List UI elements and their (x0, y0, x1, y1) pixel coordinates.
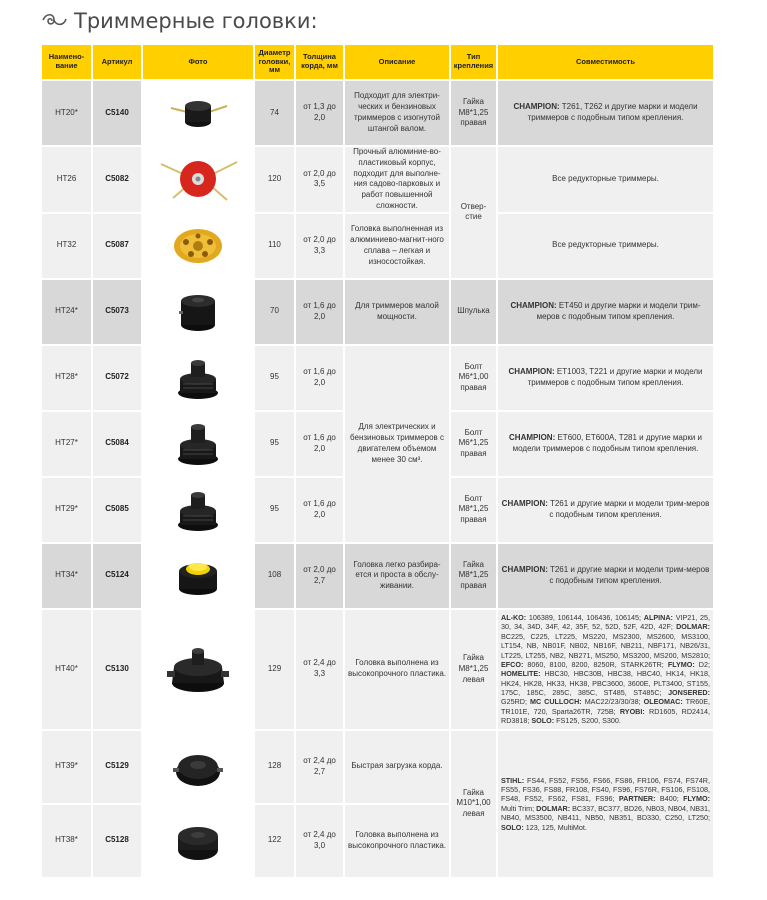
header-article: Артикул (93, 45, 141, 79)
product-name: HT38* (42, 805, 91, 877)
header-mount: Тип крепления (451, 45, 496, 79)
product-name: HT40* (42, 610, 91, 729)
product-description: Головка выполнена из высокопрочного пластика. (345, 610, 449, 729)
compat-brand: STIHL: (501, 775, 525, 785)
product-mount: Гайка M10*1,00 левая (451, 731, 496, 877)
product-mount: Болт M6*1,25 правая (451, 412, 496, 476)
header-photo: Фото (143, 45, 253, 79)
product-mount: Гайка M8*1,25 левая (451, 610, 496, 729)
product-thickness: от 1,6 до 2,0 (296, 478, 343, 542)
product-thickness: от 2,4 до 2,7 (296, 731, 343, 803)
product-diameter: 128 (255, 731, 294, 803)
compat-text: MAC22/23/30/38; (581, 697, 644, 707)
compat-text: 106389, 106144, 106436, 106145; (526, 613, 644, 623)
product-mount: Гайка M8*1,25 правая (451, 544, 496, 608)
table-row (42, 346, 713, 410)
product-photo (143, 214, 253, 278)
compat-text: D2; (694, 659, 710, 669)
compat-text: T261 и другие марки и модели трим-меров с подобным типом крепления. (549, 564, 710, 585)
compat-brand: DOLMAR: (536, 803, 571, 813)
compat-text: 123, 125, MultiMot. (523, 822, 587, 832)
product-photo (143, 280, 253, 344)
compat-brand: FLYMO: (683, 794, 710, 804)
compat-brand: JONSERED: (668, 688, 710, 697)
trimmer-head-ribbed-icon (153, 417, 243, 471)
product-compat (498, 280, 713, 344)
product-diameter: 129 (255, 610, 294, 729)
page-title: Триммерные головки: (74, 9, 318, 33)
compat-brand: PARTNER: (618, 794, 656, 804)
product-photo (143, 147, 253, 212)
compat-text: G25RD; (501, 697, 530, 707)
product-photo (143, 346, 253, 410)
product-name: HT26 (42, 147, 91, 212)
compat-brand: CHAMPION: (509, 432, 556, 442)
compat-text: HBC30, HBC30B, HBC38, HBC40, HK14, HK18, HK24, HK28, HK33, HK38, PBC3600, 3600E, PLT3400, ST155, 175C, 185C, 285C, 385C, ST485, ST485C; (501, 669, 710, 697)
product-diameter: 108 (255, 544, 294, 608)
trimmer-head-round-icon (153, 740, 243, 794)
compat-text: BC225, C225, LT225, MS220, MS2300, MS2600, MS3100, LT154, NB, NB01F, NB02, NB16F, NB211, NBF171, NB26/31, LT225, LT255, NB2, NB271, MS250, MS3200, MS200, MS2810; (501, 631, 710, 660)
compat-brand: EFCO: (501, 659, 524, 669)
product-description: Для электрических и бензиновых триммеров с двигателем объемом менее 30 см³. (345, 346, 449, 542)
compat-text: VIP21, 25, 30, 34, 34D, 34F, 42, 35F, 52, 52D, 52F, 42D, 42F; (501, 613, 711, 632)
compat-brand: SOLO: (531, 716, 555, 726)
header-diameter: Диаметр головки, мм (255, 45, 294, 79)
product-photo (143, 610, 253, 729)
compat-text: T261 и другие марки и модели трим-меров с подобным типом крепления. (549, 498, 710, 519)
product-article: C5129 (93, 731, 141, 803)
trimmer-head-large-icon (153, 637, 243, 701)
compat-text: ET600, ET600A, T281 и другие марки и модели триммеров с подобным типом крепления. (512, 432, 702, 453)
table-row (42, 610, 713, 729)
product-compat (498, 412, 713, 476)
compat-brand: SOLO: (501, 822, 524, 832)
compat-text: Все редукторные триммеры. (552, 173, 659, 183)
product-name: HT27* (42, 412, 91, 476)
compat-text: Multi Trim; (501, 803, 537, 813)
product-description: Быстрая загрузка корда. (345, 731, 449, 803)
product-article: C5072 (93, 346, 141, 410)
table-row (42, 147, 713, 212)
product-article: C5082 (93, 147, 141, 212)
product-compat (498, 346, 713, 410)
product-photo (143, 412, 253, 476)
trimmer-head-red-icon (153, 152, 243, 206)
product-diameter: 95 (255, 346, 294, 410)
product-article: C5085 (93, 478, 141, 542)
compat-brand: HOMELITE: (501, 669, 541, 679)
trimmer-head-small-icon (153, 88, 243, 138)
page-title-row (40, 6, 318, 36)
product-article: C5140 (93, 81, 141, 145)
compat-brand: CHAMPION: (501, 498, 548, 508)
product-description: Подходит для электри-ческих и бензиновых триммеров с изогнутой штангой валом. (345, 81, 449, 145)
product-article: C5130 (93, 610, 141, 729)
product-compat (498, 214, 713, 278)
product-thickness: от 2,0 до 3,5 (296, 147, 343, 212)
product-article: C5073 (93, 280, 141, 344)
product-article: C5128 (93, 805, 141, 877)
header-name: Наимено-вание (42, 45, 91, 79)
product-photo (143, 731, 253, 803)
product-description: Головка выполнена из высокопрочного пластика. (345, 805, 449, 877)
compat-text: 8060, 8100, 8200, 8250R, STARK26TR; (523, 659, 668, 669)
product-diameter: 74 (255, 81, 294, 145)
product-thickness: от 1,6 до 2,0 (296, 280, 343, 344)
table-row (42, 81, 713, 145)
compat-brand: CHAMPION: (508, 366, 555, 376)
product-compat (498, 544, 713, 608)
product-name: HT20* (42, 81, 91, 145)
product-thickness: от 2,0 до 3,3 (296, 214, 343, 278)
compat-text: Все редукторные триммеры. (552, 240, 659, 250)
product-table (40, 43, 715, 879)
product-name: HT39* (42, 731, 91, 803)
header-thickness: Толщина корда, мм (296, 45, 343, 79)
table-row (42, 544, 713, 608)
compat-brand: MC CULLOCH: (529, 697, 582, 707)
compat-brand: CHAMPION: (501, 564, 548, 574)
product-thickness: от 2,4 до 3,3 (296, 610, 343, 729)
trimmer-head-gold-icon (153, 221, 243, 271)
compat-text: T261, T262 и другие марки и модели триммеров с подобным типом крепления. (527, 102, 698, 122)
product-description: Головка выполненная из алюминиево-магнит-ного сплава – легкая и износостойкая. (345, 214, 449, 278)
product-name: HT32 (42, 214, 91, 278)
compat-brand: AL-KO: (501, 613, 527, 623)
product-mount: Гайка M8*1,25 правая (451, 81, 496, 145)
product-thickness: от 1,6 до 2,0 (296, 346, 343, 410)
product-name: HT28* (42, 346, 91, 410)
product-mount: Шпулька (451, 280, 496, 344)
table-row (42, 280, 713, 344)
compat-text: BC337, BC377, BD26, NB03, NB04, NB31, NB40, MS3500, NB411, NB50, NB351, BD330, C250, LT250; (501, 803, 710, 823)
product-mount: Болт M8*1,25 правая (451, 478, 496, 542)
product-diameter: 95 (255, 412, 294, 476)
product-description: Прочный алюминие-во-пластиковый корпус, подходит для выполне-ния садово-парковых и работ повышенной сложности. (345, 147, 449, 212)
compat-brand: OLEOMAC: (643, 697, 683, 707)
product-diameter: 95 (255, 478, 294, 542)
table-row (42, 214, 713, 278)
product-name: HT24* (42, 280, 91, 344)
table-header (42, 45, 713, 79)
compat-text: ET450 и другие марки и модели трим-меров с подобным типом крепления. (536, 300, 701, 321)
trimmer-head-black-icon (153, 285, 243, 339)
product-diameter: 120 (255, 147, 294, 212)
product-compat (498, 147, 713, 212)
product-name: HT29* (42, 478, 91, 542)
swirl-icon (40, 11, 68, 31)
product-compat (498, 478, 713, 542)
trimmer-head-round-icon (153, 814, 243, 868)
compat-brand: DOLMAR: (676, 622, 710, 632)
product-mount: Отвер-стие (451, 147, 496, 278)
compat-text: FS125, S200, S300. (554, 716, 621, 726)
product-description: Для триммеров малой мощности. (345, 280, 449, 344)
product-diameter: 122 (255, 805, 294, 877)
product-thickness: от 2,0 до 2,7 (296, 544, 343, 608)
product-photo (143, 805, 253, 877)
product-photo (143, 81, 253, 145)
compat-text: ET1003, T221 и другие марки и модели триммеров с подобным типом крепления. (527, 366, 703, 387)
product-thickness: от 2,4 до 3,0 (296, 805, 343, 877)
compat-brand: CHAMPION: (513, 102, 560, 112)
header-compat: Совместимость (498, 45, 713, 79)
product-compat-ht39 (498, 731, 713, 877)
product-article: C5084 (93, 412, 141, 476)
product-thickness: от 1,6 до 2,0 (296, 412, 343, 476)
compat-text: TR60E, TR101E, 720, Sparta26TR, 725B; (501, 697, 711, 716)
product-compat (498, 81, 713, 145)
compat-brand: CHAMPION: (510, 300, 557, 310)
product-article: C5087 (93, 214, 141, 278)
product-description: Головка легко разбира-ется и проста в обслу-живании. (345, 544, 449, 608)
product-compat-ht40 (498, 610, 713, 729)
trimmer-head-ribbed-icon (153, 351, 243, 405)
trimmer-head-ribbed-icon (153, 483, 243, 537)
table-row (42, 731, 713, 803)
product-photo (143, 478, 253, 542)
compat-text: B400; (655, 794, 684, 804)
product-photo (143, 544, 253, 608)
compat-brand: FLYMO: (667, 659, 695, 669)
compat-text: RD1605, RD2414, RD3818; (501, 706, 710, 726)
product-name: HT34* (42, 544, 91, 608)
compat-brand: RYOBI: (619, 706, 645, 716)
compat-brand: ALPINA: (643, 613, 673, 623)
trimmer-head-yellow-icon (153, 549, 243, 603)
product-diameter: 110 (255, 214, 294, 278)
product-diameter: 70 (255, 280, 294, 344)
product-article: C5124 (93, 544, 141, 608)
product-thickness: от 1,3 до 2,0 (296, 81, 343, 145)
compat-text: FS44, FS52, FS56, FS66, FS86, FR106, FS74, FS74R, FS55, FS36, FS88, FR108, FS40, FS96, FS76R, FS106, FS108, FS48, FS52, FS62, FS81, FS96; (501, 775, 710, 804)
header-description: Описание (345, 45, 449, 79)
product-mount: Болт M6*1,00 правая (451, 346, 496, 410)
